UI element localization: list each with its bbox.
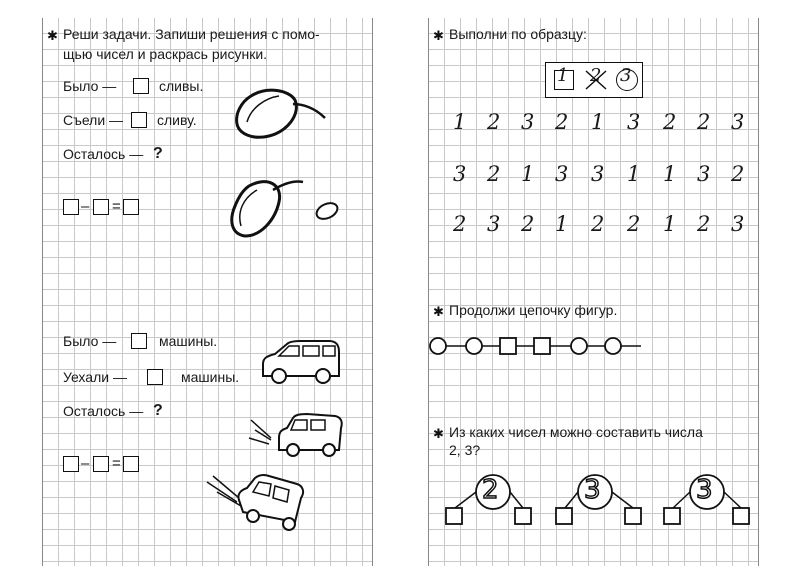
tree-number-2: 2	[482, 475, 499, 505]
digit-cell[interactable]: 2	[697, 212, 711, 236]
p2-was-suffix: машины.	[159, 333, 218, 349]
sample-frame	[545, 62, 643, 98]
digit-cell[interactable]: 1	[453, 110, 467, 134]
plum-stem-icon	[227, 172, 327, 242]
p1-was-label: Было —	[63, 78, 117, 94]
digit-cell[interactable]: 2	[697, 110, 711, 134]
digit-cell[interactable]: 2	[627, 212, 641, 236]
p1-question-mark: ?	[153, 145, 163, 162]
digit-cell[interactable]: 3	[453, 162, 467, 186]
p2-eq-minus: –	[81, 455, 90, 472]
p1-ate-answer-box[interactable]	[131, 112, 147, 128]
digit-cell[interactable]: 1	[663, 212, 677, 236]
p2-eq-box-1[interactable]	[63, 456, 79, 472]
p1-was-suffix: сливы.	[159, 78, 204, 94]
p1-ate-suffix: сливу.	[157, 112, 197, 128]
task1-instruction-line1: Реши задачи. Запиши решения с помо-	[63, 26, 320, 42]
digit-cell[interactable]: 3	[555, 162, 569, 186]
car-parked-icon	[257, 338, 343, 386]
p1-eq-equals: =	[112, 198, 121, 215]
sample-digit-1: 1	[557, 65, 569, 86]
p2-drove-away-label: Уехали —	[63, 369, 127, 385]
p1-eq-box-2[interactable]	[93, 199, 109, 215]
digit-cell[interactable]: 2	[521, 212, 535, 236]
digit-cell[interactable]: 3	[731, 110, 745, 134]
p2-drove-away-suffix: машины.	[181, 369, 240, 385]
tree-number-3: 3	[696, 475, 713, 505]
p2-eq-equals: =	[112, 455, 121, 472]
p1-was-answer-box[interactable]	[133, 78, 149, 94]
digit-cell[interactable]: 1	[591, 110, 605, 134]
chain-circle-shape	[571, 338, 587, 354]
p2-was-answer-box[interactable]	[131, 333, 147, 349]
left-page	[42, 18, 373, 566]
digit-cell[interactable]: 3	[627, 110, 641, 134]
digit-cell[interactable]: 2	[731, 162, 745, 186]
task-star-icon: ✱	[433, 304, 444, 319]
p2-was-label: Было —	[63, 333, 117, 349]
chain-square-shape	[500, 338, 516, 354]
task-star-icon: ✱	[433, 426, 444, 441]
p2-drove-away-answer-box[interactable]	[147, 369, 163, 385]
p2-question-mark: ?	[153, 402, 163, 419]
digit-cell[interactable]: 3	[697, 162, 711, 186]
digit-cell[interactable]: 2	[487, 162, 501, 186]
digit-cell[interactable]: 2	[663, 110, 677, 134]
chain-circle-shape	[466, 338, 482, 354]
sample-digit-2: 2	[590, 65, 602, 86]
p1-eq-box-1[interactable]	[63, 199, 79, 215]
digit-cell[interactable]: 2	[453, 212, 467, 236]
task-star-icon: ✱	[47, 28, 58, 43]
digit-cell[interactable]: 2	[487, 110, 501, 134]
task1-instruction-line2: щью чисел и раскрась рисунки.	[63, 46, 268, 62]
chain-circle-shape	[605, 338, 621, 354]
plum-small-icon	[315, 200, 345, 224]
p1-left-label: Осталось —	[63, 146, 144, 162]
p1-ate-label: Съели —	[63, 112, 124, 128]
digit-cell[interactable]: 3	[731, 212, 745, 236]
tree-number-3: 3	[584, 475, 601, 505]
p2-remain-label: Осталось —	[63, 403, 144, 419]
sample-cross-icon	[584, 69, 608, 91]
digit-cell[interactable]: 2	[555, 110, 569, 134]
p2-eq-box-3[interactable]	[123, 456, 139, 472]
digit-cell[interactable]: 2	[591, 212, 605, 236]
p1-eq-minus: –	[81, 198, 90, 215]
task-star-icon: ✱	[433, 28, 444, 43]
task4-line1: Из каких чисел можно составить числа	[449, 424, 703, 440]
digit-cell[interactable]: 3	[591, 162, 605, 186]
car-leaving-icon	[249, 410, 349, 460]
p2-eq-box-2[interactable]	[93, 456, 109, 472]
car-leaving-far-icon	[203, 472, 313, 532]
task2-title: Выполни по образцу:	[449, 26, 587, 42]
plum-whole-icon	[233, 88, 333, 148]
digit-cell[interactable]: 1	[627, 162, 641, 186]
task4-line2: 2, 3?	[449, 442, 481, 458]
chain-circle-shape	[430, 338, 446, 354]
digit-cell[interactable]: 3	[487, 212, 501, 236]
digit-cell[interactable]: 1	[555, 212, 569, 236]
shape-chain	[429, 334, 649, 358]
task3-title: Продолжи цепочку фигур.	[449, 302, 618, 318]
digit-cell[interactable]: 1	[521, 162, 535, 186]
right-page	[428, 18, 759, 566]
digit-cell[interactable]: 1	[663, 162, 677, 186]
chain-square-shape	[534, 338, 550, 354]
p1-eq-box-3[interactable]	[123, 199, 139, 215]
sample-digit-3: 3	[620, 65, 632, 86]
digit-cell[interactable]: 3	[521, 110, 535, 134]
